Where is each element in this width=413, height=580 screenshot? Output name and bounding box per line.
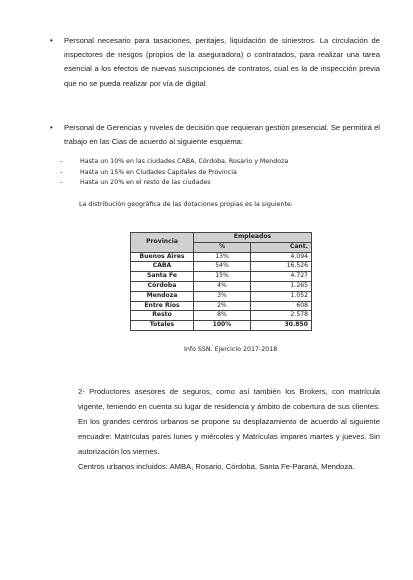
cell-province: Resto [131, 311, 194, 321]
table-row [131, 291, 312, 301]
header-province: Provincia [131, 233, 194, 253]
table-row [131, 272, 312, 282]
cell-qty: 30.850 [251, 321, 312, 331]
cell-qty: 4.094 [251, 252, 312, 262]
cell-pct: 8% [194, 311, 251, 321]
table-header-row [131, 233, 312, 243]
dash-icon: - [60, 158, 63, 165]
dash-icon: - [60, 168, 63, 176]
header-pct: % [194, 242, 251, 252]
list-item-text: Hasta un 20% en el resto de las ciudades [80, 179, 211, 186]
list-item-text: Hasta un 10% en las ciudades CABA, Córdoba, Rosario y Mendoza [80, 158, 289, 165]
table-source-note: Info SSN. Ejercicio 2017-2018 [184, 346, 278, 353]
cell-qty: 4.727 [251, 272, 312, 282]
list-item [60, 178, 380, 189]
cell-pct: 54% [194, 262, 251, 272]
cell-qty: 608 [251, 301, 312, 311]
table-row [131, 262, 312, 272]
cell-pct: 3% [194, 291, 251, 301]
cell-province: Santa Fe [131, 272, 194, 282]
table-row [131, 311, 312, 321]
cell-pct: 4% [194, 281, 251, 291]
cell-qty: 16.526 [251, 262, 312, 272]
bullet-dot-icon: • [50, 36, 53, 45]
cell-pct: 100% [194, 321, 251, 331]
cell-province: Córdoba [131, 281, 194, 291]
header-qty: Cant. [251, 242, 312, 252]
table-row [131, 252, 312, 262]
dash-icon: - [60, 179, 63, 186]
bullet-item-personal-gerencias [50, 121, 380, 149]
section-2-centers: Centros urbanos incluidos: AMBA, Rosario, Córdoba, Santa Fe-Paraná, Mendoza. [78, 462, 355, 471]
bullet-text: Personal de Gerencias y niveles de decisión que requieran gestión presencial. Se permitirá el trabajo en las Cias de acuerdo al siguiente esquema: [64, 123, 380, 147]
cell-qty: 2.578 [251, 311, 312, 321]
table-row [131, 281, 312, 291]
table-row [131, 301, 312, 311]
list-item-text: Hasta un 15% en Ciudades Capitales de Provincia [80, 168, 237, 176]
bullet-text: Personal necesario para tasaciones, peritajes, liquidación de siniestros. La circulación de inspectores de riesgos (propios de la aseguradora) o contratados, para realizar una tarea esencial a los efectos de nuevas suscripciones de contratos, cual es la de inspección previa que no se pueda realizar por vía de digital. [64, 36, 380, 88]
cell-pct: 2% [194, 301, 251, 311]
bullet-dot-icon: • [50, 123, 53, 132]
cell-qty: 1.052 [251, 291, 312, 301]
cell-province: Totales [131, 321, 194, 331]
percentage-list [60, 157, 380, 189]
header-employees: Empleados [194, 233, 312, 243]
section-2-text: 2- Productores asesores de seguros, como así también los Brokers, con matrícula vigente, teniendo en cuenta su lugar de residencia y ámbito de cobertura de sus clientes. En los grandes centros urbanos se propone su desplazamiento de acuerdo al siguiente encuadre: Matrículas pares lunes y miércoles y Matrículas impares martes y jueves. Sin autorización los viernes. [78, 387, 380, 456]
section-2-paragraph [78, 384, 380, 474]
cell-pct: 13% [194, 252, 251, 262]
cell-province: CABA [131, 262, 194, 272]
distribution-intro: La distribución geográfica de las dotaciones propias es la siguiente: [79, 201, 293, 208]
table-total-row [131, 321, 312, 331]
bullet-item-personal-tasaciones [50, 34, 380, 91]
cell-province: Buenos Aires [131, 252, 194, 262]
cell-province: Entre Ríos [131, 301, 194, 311]
list-item [60, 168, 380, 179]
cell-qty: 1.265 [251, 281, 312, 291]
employee-distribution-table [130, 232, 312, 331]
cell-province: Mendoza [131, 291, 194, 301]
cell-pct: 15% [194, 272, 251, 282]
list-item [60, 157, 380, 168]
